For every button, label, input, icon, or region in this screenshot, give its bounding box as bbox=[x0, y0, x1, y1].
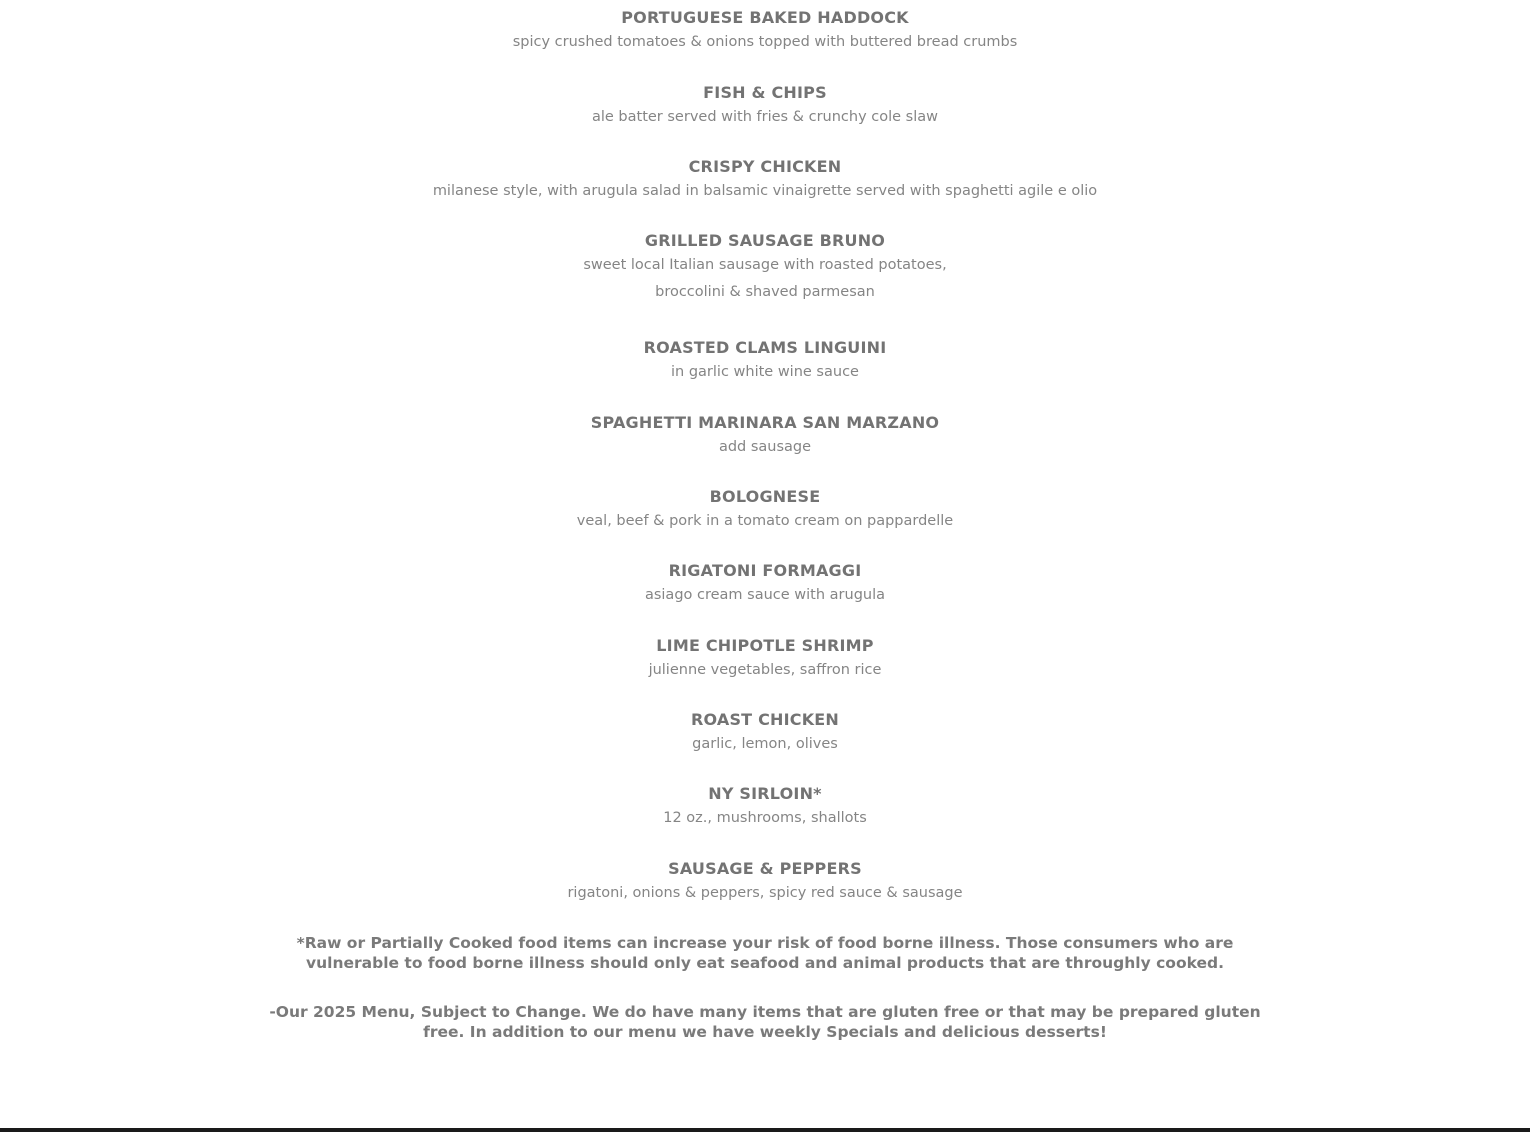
menu-item-description: ale batter served with fries & crunchy cole slaw bbox=[591, 109, 938, 125]
menu-item-name: GRILLED SAUSAGE BRUNO bbox=[644, 231, 886, 250]
menu-item-description: rigatoni, onions & peppers, spicy red sauce & sausage bbox=[567, 885, 963, 901]
menu-item-name: LIME CHIPOTLE SHRIMP bbox=[656, 636, 874, 655]
menu-item bbox=[0, 784, 1530, 828]
menu-item-description: veal, beef & pork in a tomato cream on pappardelle bbox=[576, 513, 954, 529]
menu-item-name: ROAST CHICKEN bbox=[690, 710, 840, 729]
menu-item-name: FISH & CHIPS bbox=[703, 83, 827, 102]
menu-item-name: PORTUGUESE BAKED HADDOCK bbox=[621, 8, 909, 27]
menu-item bbox=[0, 487, 1530, 531]
menu-item-description: julienne vegetables, saffron rice bbox=[648, 662, 882, 678]
menu-item bbox=[0, 338, 1530, 382]
menu-item bbox=[0, 413, 1530, 457]
menu-item bbox=[0, 561, 1530, 605]
menu-item bbox=[0, 231, 1530, 302]
menu-item-name: SAUSAGE & PEPPERS bbox=[668, 859, 862, 878]
menu-item-description: spicy crushed tomatoes & onions topped with buttered bread crumbs bbox=[512, 34, 1018, 50]
footer-divider bbox=[0, 1128, 1530, 1132]
menu-item-description: garlic, lemon, olives bbox=[692, 736, 838, 752]
menu-item-name: ROASTED CLAMS LINGUINI bbox=[643, 338, 887, 357]
menu-item bbox=[0, 859, 1530, 903]
menu-item-description-line-2: broccolini & shaved parmesan bbox=[655, 284, 875, 300]
menu-item-name: RIGATONI FORMAGGI bbox=[668, 561, 862, 580]
menu-item-description: 12 oz., mushrooms, shallots bbox=[663, 810, 867, 826]
menu-item-description: sweet local Italian sausage with roasted potatoes, bbox=[583, 257, 947, 273]
menu-item bbox=[0, 636, 1530, 680]
menu-item-description: asiago cream sauce with arugula bbox=[644, 587, 886, 603]
menu-item-description: milanese style, with arugula salad in balsamic vinaigrette served with spaghetti agile e olio bbox=[432, 183, 1098, 199]
menu-note: -Our 2025 Menu, Subject to Change. We do have many items that are gluten free or that may be prepared gluten free. In addition to our menu we have weekly Specials and delicious desserts! bbox=[269, 1003, 1261, 1041]
menu-item bbox=[0, 157, 1530, 201]
menu-item-name: CRISPY CHICKEN bbox=[688, 157, 842, 176]
menu-item bbox=[0, 710, 1530, 754]
menu-item bbox=[0, 83, 1530, 127]
menu-item bbox=[0, 8, 1530, 52]
raw-food-warning: *Raw or Partially Cooked food items can increase your risk of food borne illness. Those consumers who are vulnerable to food borne illness should only eat seafood and animal products that are throughly cooked. bbox=[296, 934, 1234, 972]
menu-item-name: BOLOGNESE bbox=[709, 487, 821, 506]
menu-item-name: SPAGHETTI MARINARA SAN MARZANO bbox=[590, 413, 940, 432]
menu-item-name: NY SIRLOIN* bbox=[708, 784, 822, 803]
menu-item-description: in garlic white wine sauce bbox=[671, 364, 859, 380]
menu-item-description: add sausage bbox=[718, 439, 812, 455]
